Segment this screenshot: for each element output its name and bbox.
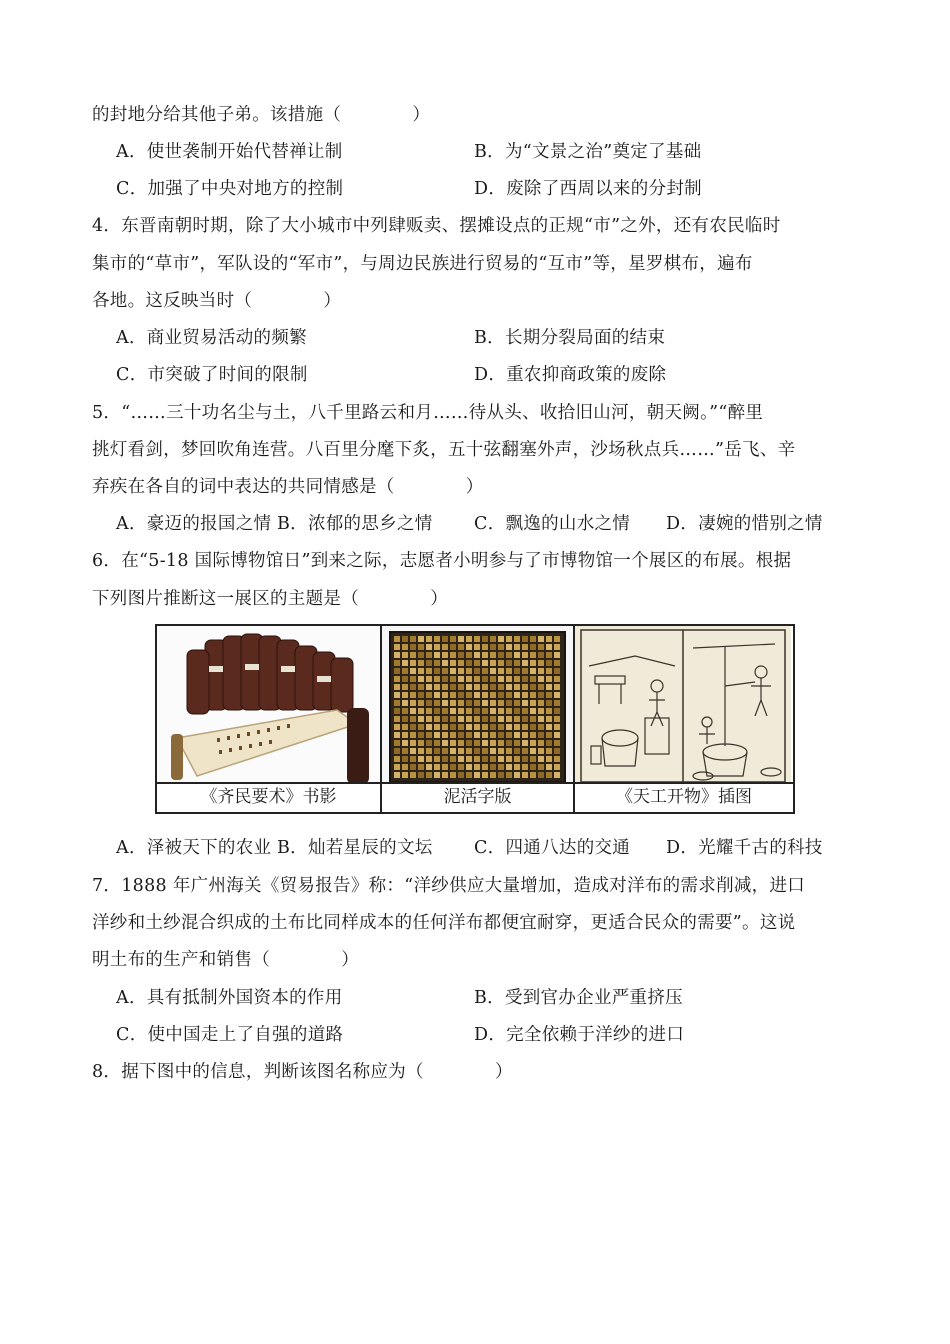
q7-option-c[interactable]: C．使中国走上了自强的道路 <box>116 1025 344 1045</box>
q7-option-a[interactable]: A．具有抵制外国资本的作用 <box>116 988 343 1008</box>
q6-option-b[interactable]: B．灿若星辰的文坛 <box>277 838 433 858</box>
q7-option-b[interactable]: B．受到官办企业严重挤压 <box>474 988 683 1008</box>
clay-type-plate-icon <box>382 626 573 786</box>
q6-option-d[interactable]: D．光耀千古的科技 <box>666 838 823 858</box>
q4-option-a[interactable]: A．商业贸易活动的频繁 <box>116 328 307 348</box>
q5-stem-line-1: 5．“……三十功名尘与土，八千里路云和月……待从头、收拾旧山河，朝天阙。”“醉里 <box>92 403 764 423</box>
q7-stem-line-1: 7．1888 年广州海关《贸易报告》称：“洋纱供应大量增加，造成对洋布的需求削减，进口 <box>92 876 806 896</box>
q3-option-d[interactable]: D．废除了西周以来的分封制 <box>474 179 702 199</box>
q3-stem-tail: 的封地分给其他子弟。该措施（ ） <box>92 105 431 125</box>
figure-panel-qimin-yaoshu <box>157 626 382 812</box>
q4-option-c[interactable]: C．市突破了时间的限制 <box>116 365 308 385</box>
figure-caption-2: 泥活字版 <box>382 782 573 812</box>
q4-option-b[interactable]: B．长期分裂局面的结束 <box>474 328 666 348</box>
q7-stem-line-3: 明土布的生产和销售（ ） <box>92 950 359 970</box>
figure-panel-tiangong-kaiwu <box>575 626 793 812</box>
q4-stem-line-3: 各地。这反映当时（ ） <box>92 291 342 311</box>
q4-option-d[interactable]: D．重农抑商政策的废除 <box>474 365 667 385</box>
q7-option-d[interactable]: D．完全依赖于洋纱的进口 <box>474 1025 685 1045</box>
q3-option-a[interactable]: A．使世袭制开始代替禅让制 <box>116 142 343 162</box>
q6-stem-line-2: 下列图片推断这一展区的主题是（ ） <box>92 589 448 609</box>
q5-option-d[interactable]: D．凄婉的惜别之情 <box>666 514 823 534</box>
q6-stem-line-1: 6．在“5-18 国际博物馆日”到来之际，志愿者小明参与了市博物馆一个展区的布展。根据 <box>92 551 792 571</box>
figure-caption-3: 《天工开物》插图 <box>575 782 793 812</box>
q3-option-b[interactable]: B．为“文景之治”奠定了基础 <box>474 142 702 162</box>
q5-option-b[interactable]: B．浓郁的思乡之情 <box>277 514 433 534</box>
scroll-bundle-icon <box>157 626 380 786</box>
q7-stem-line-2: 洋纱和土纱混合织成的土布比同样成本的任何洋布都便宜耐穿，更适合民众的需要”。这说 <box>92 913 796 933</box>
q4-stem-line-2: 集市的“草市”，军队设的“军市”，与周边民族进行贸易的“互市”等，星罗棋布，遍布 <box>92 254 753 274</box>
q3-option-c[interactable]: C．加强了中央对地方的控制 <box>116 179 344 199</box>
q6-option-c[interactable]: C．四通八达的交通 <box>474 838 631 858</box>
q5-option-c[interactable]: C．飘逸的山水之情 <box>474 514 631 534</box>
q5-stem-line-2: 挑灯看剑，梦回吹角连营。八百里分麾下炙，五十弦翻塞外声，沙场秋点兵……”岳飞、辛 <box>92 440 796 460</box>
q6-figure <box>155 624 795 814</box>
figure-caption-1: 《齐民要术》书影 <box>157 782 380 812</box>
q6-option-a[interactable]: A．泽被天下的农业 <box>116 838 272 858</box>
q5-option-a[interactable]: A．豪迈的报国之情 <box>116 514 272 534</box>
q8-stem: 8．据下图中的信息，判断该图名称应为（ ） <box>92 1062 513 1082</box>
figure-panel-clay-type <box>382 626 575 812</box>
q5-stem-line-3: 弃疾在各自的词中表达的共同情感是（ ） <box>92 477 484 497</box>
q4-stem-line-1: 4．东晋南朝时期，除了大小城市中列肆贩卖、摆摊设点的正规“市”之外，还有农民临时 <box>92 216 781 236</box>
woodblock-illustration-icon <box>575 626 791 786</box>
